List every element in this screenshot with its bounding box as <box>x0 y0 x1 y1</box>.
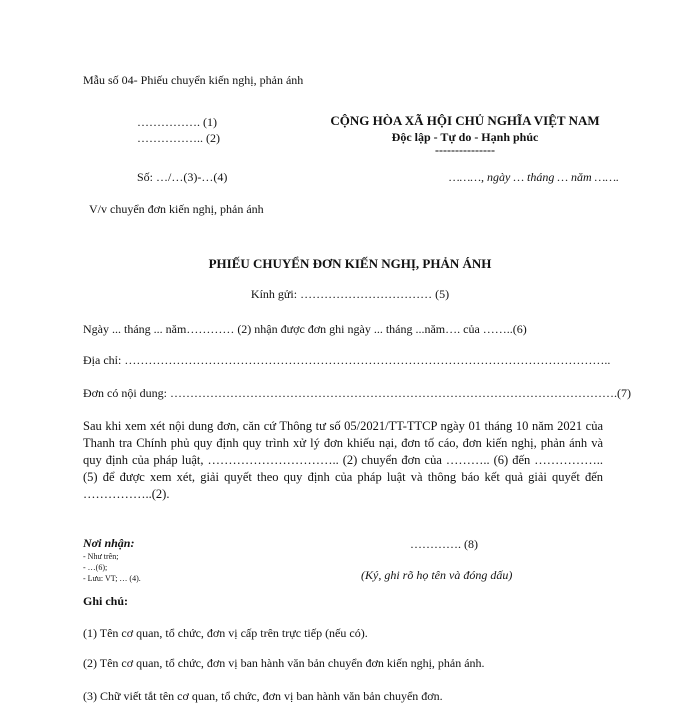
form-code: Mẫu số 04- Phiếu chuyển kiến nghị, phản ánh <box>83 73 304 87</box>
recipient-item: - …(6); <box>83 563 108 572</box>
recipients-list <box>83 551 141 584</box>
nation-title: CỘNG HÒA XÃ HỘI CHỦ NGHĨA VIỆT NAM <box>330 113 600 128</box>
body-paragraph: Sau khi xem xét nội dung đơn, căn cứ Thông tư số 05/2021/TT-TTCP ngày 01 tháng 10 năm 2021 của Thanh tra Chính phủ quy định quy trình xử lý đơn khiếu nại, đơn tố cáo, đơn kiến nghị, phản ánh và quy định của pháp luật, ………………………….. (2) chuyển đơn của ……….. (6) đến ……………..(5) để được xem xét, giải quyết theo quy định của pháp luật và thông báo kết quả giải quyết đến ……………..(2). <box>83 419 603 501</box>
signature-note: (Ký, ghi rõ họ tên và đóng dấu) <box>361 568 513 582</box>
issuing-agency-line: …………….. (2) <box>137 131 220 145</box>
document-number: Số: …/…(3)-…(4) <box>137 170 228 184</box>
document-title: PHIẾU CHUYỂN ĐƠN KIẾN NGHỊ, PHẢN ÁNH <box>208 256 492 271</box>
content-line: Đơn có nội dung: ………………………………………………………………………………………………….(7) <box>83 386 631 400</box>
date-line: ………, ngày … tháng … năm ……. <box>449 170 620 184</box>
motto: Độc lập - Tự do - Hạnh phúc <box>391 130 539 144</box>
note-item: (2) Tên cơ quan, tổ chức, đơn vị ban hành văn bản chuyển đơn kiến nghị, phản ánh. <box>83 656 485 670</box>
motto-rule: --------------- <box>435 143 495 157</box>
signer-line: …………. (8) <box>410 537 478 551</box>
recipient-item: - Lưu: VT; … (4). <box>83 574 141 583</box>
address-line: Địa chỉ: ………………………………………………………………………………………………………….. <box>83 353 611 367</box>
parent-agency-line: ……………. (1) <box>137 115 217 129</box>
recipient-item: - Như trên; <box>83 552 119 561</box>
kinh-gui-line: Kính gửi: …………………………… (5) <box>250 287 450 301</box>
note-item: (1) Tên cơ quan, tổ chức, đơn vị cấp trên trực tiếp (nếu có). <box>83 626 368 640</box>
notes-heading: Ghi chú: <box>83 594 129 608</box>
recipients-heading: Nơi nhận: <box>83 536 135 550</box>
note-item: (3) Chữ viết tắt tên cơ quan, tổ chức, đơn vị ban hành văn bản chuyển đơn. <box>83 689 443 703</box>
received-line: Ngày ... tháng ... năm………… (2) nhận được đơn ghi ngày ... tháng ...năm…. của ……..(6) <box>83 322 527 336</box>
subject-line: V/v chuyển đơn kiến nghị, phản ánh <box>89 202 264 216</box>
